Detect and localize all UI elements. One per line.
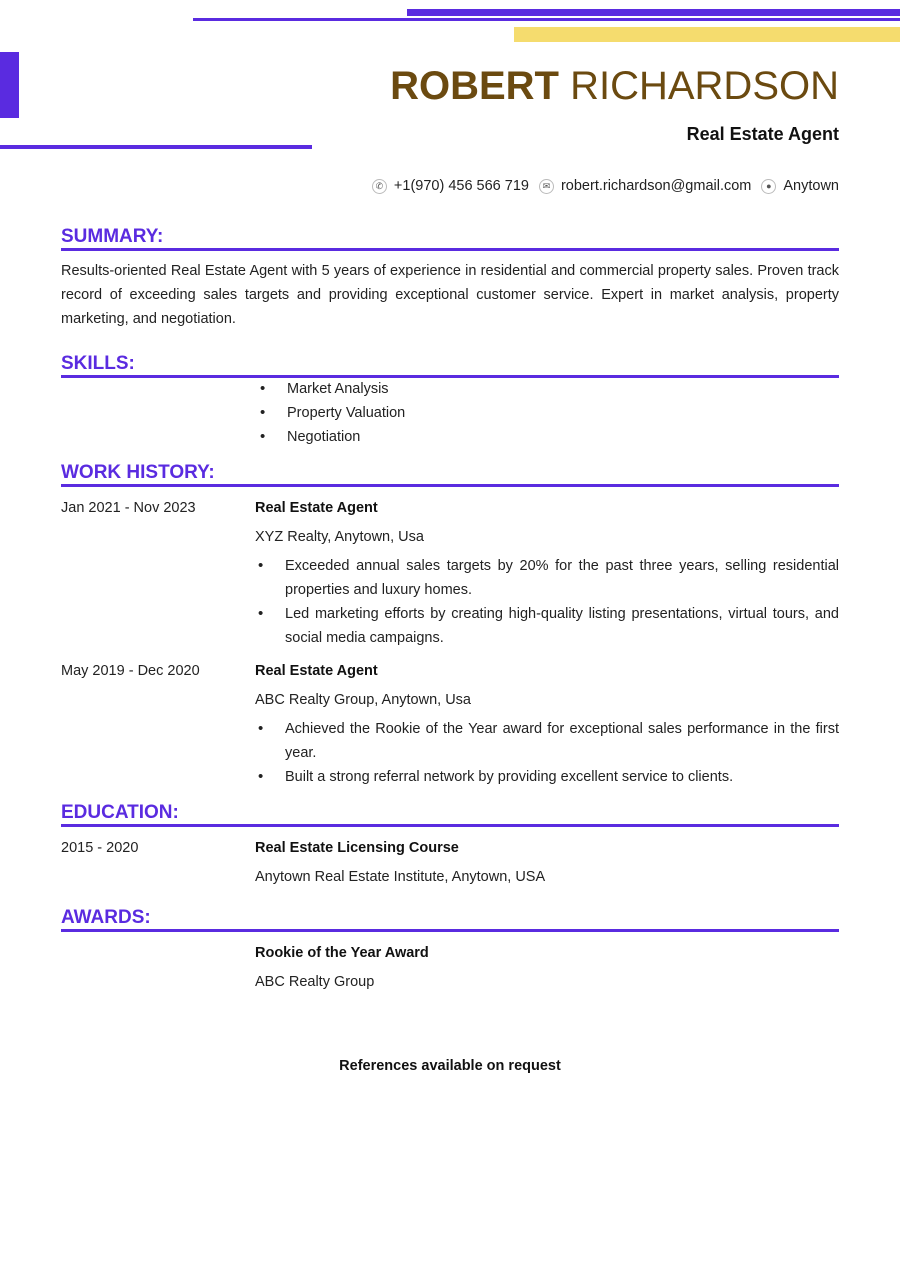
decor-top-bar <box>407 9 900 16</box>
summary-heading: SUMMARY: <box>61 226 839 251</box>
first-name: ROBERT <box>390 64 559 108</box>
skills-heading: SKILLS: <box>61 353 839 378</box>
references-note: References available on request <box>339 1058 561 1074</box>
skill-item: • Market Analysis <box>257 377 557 401</box>
skill-item: • Property Valuation <box>257 401 557 425</box>
award-title: Rookie of the Year Award <box>255 945 429 961</box>
decor-yellow-bar <box>514 27 900 42</box>
contact-line <box>372 178 839 194</box>
phone-icon: ✆ <box>372 179 387 194</box>
job-dates: Jan 2021 - Nov 2023 <box>61 500 196 516</box>
candidate-name <box>390 62 839 110</box>
education-institution: Anytown Real Estate Institute, Anytown, USA <box>255 869 546 885</box>
education-course: Real Estate Licensing Course <box>255 840 459 856</box>
job-bullet: • Led marketing efforts by creating high-quality listing presentations, virtual tours, and social media campaigns. <box>255 602 839 650</box>
education-heading: EDUCATION: <box>61 802 839 827</box>
job-title-entry: Real Estate Agent <box>255 500 378 516</box>
phone-number: +1(970) 456 566 719 <box>393 178 529 194</box>
job-dates: May 2019 - Dec 2020 <box>61 663 200 679</box>
job-company: ABC Realty Group, Anytown, Usa <box>255 692 471 708</box>
last-name: RICHARDSON <box>570 64 839 108</box>
award-issuer: ABC Realty Group <box>255 974 375 990</box>
summary-text: Results-oriented Real Estate Agent with 5 years of experience in residential and commercial property sales. Proven track record of exceeding sales targets and providing exceptional customer service. Expert in market analysis, property marketing, and negotiation. <box>61 263 839 327</box>
email-address: robert.richardson@gmail.com <box>560 178 752 194</box>
map-pin-icon: ● <box>761 179 776 194</box>
skill-item: • Negotiation <box>257 425 557 449</box>
envelope-icon: ✉ <box>539 179 554 194</box>
job-bullets <box>255 717 839 789</box>
decor-top-line <box>193 18 900 21</box>
job-bullet: • Built a strong referral network by providing excellent service to clients. <box>255 765 839 789</box>
job-title-entry: Real Estate Agent <box>255 663 378 679</box>
location: Anytown <box>783 178 839 194</box>
education-dates: 2015 - 2020 <box>61 840 139 856</box>
skills-list <box>257 377 557 449</box>
job-bullet: • Exceeded annual sales targets by 20% for the past three years, selling residential properties and luxury homes. <box>255 554 839 602</box>
awards-heading: AWARDS: <box>61 907 839 932</box>
job-title: Real Estate Agent <box>686 124 839 144</box>
decor-left-line <box>0 145 312 149</box>
work-heading: WORK HISTORY: <box>61 462 839 487</box>
job-bullets <box>255 554 839 650</box>
job-bullet: • Achieved the Rookie of the Year award for exceptional sales performance in the first year. <box>255 717 839 765</box>
decor-left-block <box>0 52 19 118</box>
job-company: XYZ Realty, Anytown, Usa <box>255 529 424 545</box>
